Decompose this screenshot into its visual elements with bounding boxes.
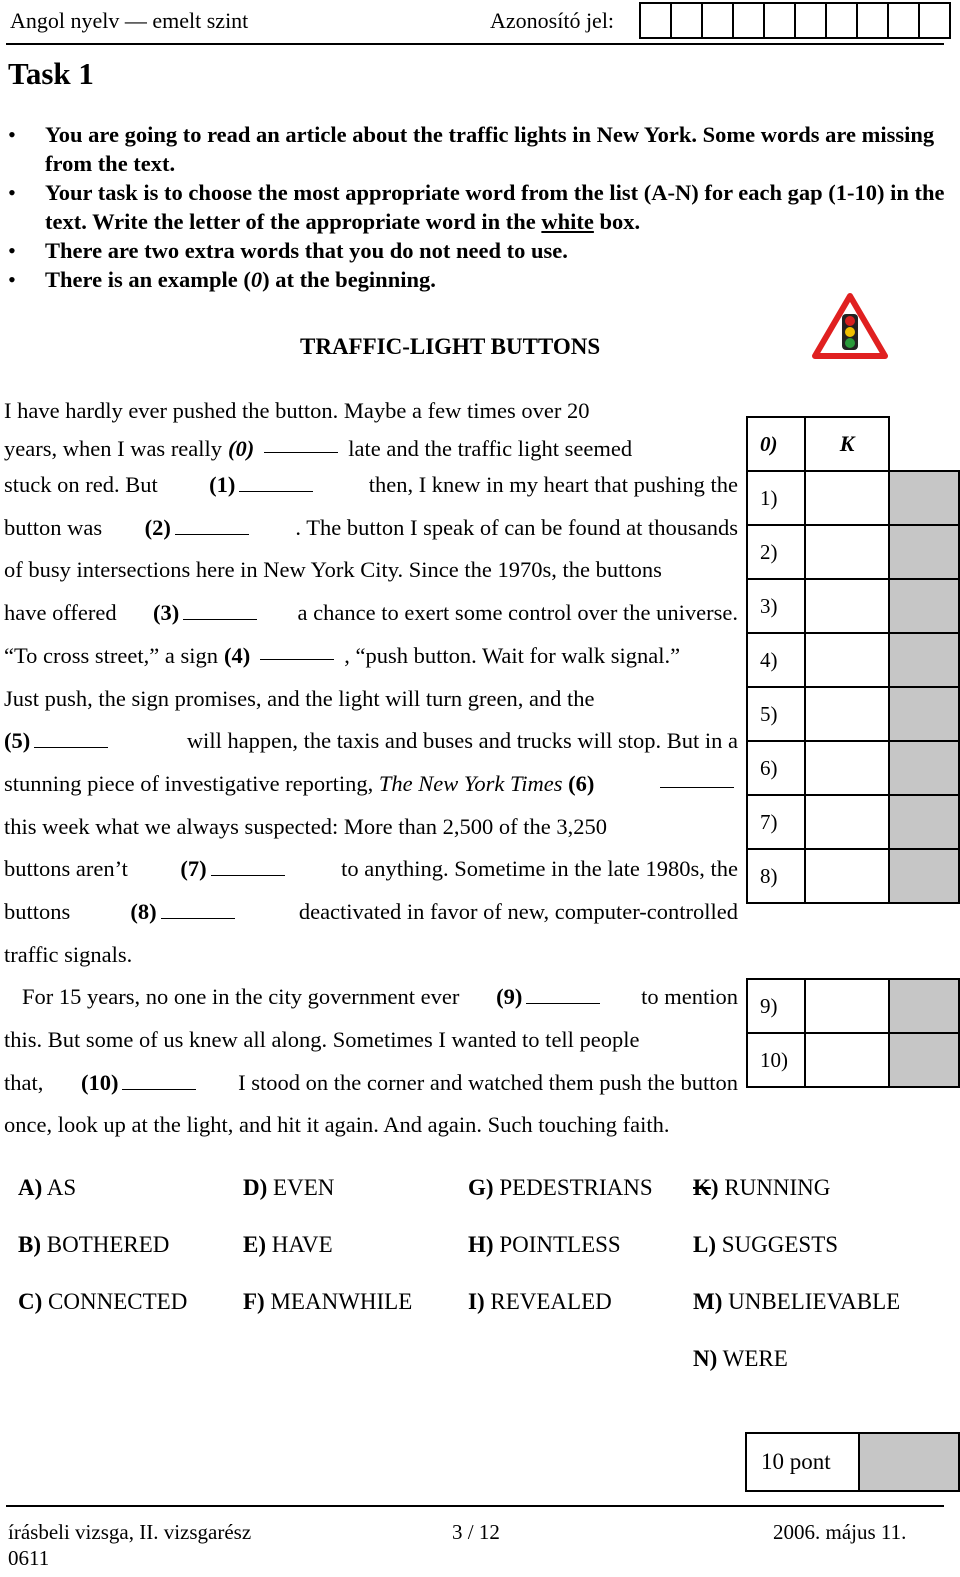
gap-blank xyxy=(264,436,338,453)
answer-row xyxy=(747,741,959,795)
id-box[interactable] xyxy=(701,2,734,39)
instruction-text: box. xyxy=(593,209,641,234)
id-boxes xyxy=(641,2,951,39)
id-box[interactable] xyxy=(825,2,858,39)
answer-label: 2) xyxy=(747,525,805,579)
gap-blank xyxy=(122,1073,196,1090)
header-subject: Angol nyelv — emelt szint xyxy=(10,8,249,33)
text-segment: . The button I speak of can be found at thousands xyxy=(295,515,738,540)
text-line xyxy=(4,472,738,498)
gap-blank xyxy=(161,902,235,919)
option-b: B) BOTHERED xyxy=(18,1232,170,1257)
header-rule xyxy=(6,43,944,45)
header-id-label: Azonosító jel: xyxy=(490,8,615,33)
gap-number: (10) xyxy=(80,1070,119,1095)
score-label: 10 pont xyxy=(746,1433,859,1491)
id-box[interactable] xyxy=(670,2,703,39)
text-segment: , “push button. Wait for walk signal.” xyxy=(344,643,681,668)
option-h: H) POINTLESS xyxy=(468,1232,621,1257)
text-segment: to mention xyxy=(641,984,738,1009)
text-line xyxy=(4,1112,738,1138)
text-segment: then, I knew in my heart that pushing the xyxy=(368,472,738,497)
gap-number: (4) xyxy=(223,643,251,668)
option-g: G) PEDESTRIANS xyxy=(468,1175,653,1200)
instruction-item xyxy=(8,265,948,294)
gap-blank xyxy=(175,518,249,535)
text-line xyxy=(4,899,738,925)
answer-label: 7) xyxy=(747,795,805,849)
instruction-text: There is an example ( xyxy=(45,267,251,292)
id-box[interactable] xyxy=(732,2,765,39)
text-segment: years, when I was really xyxy=(4,436,223,461)
text-segment: this week what we always suspected: More than 2,500 of the 3,250 xyxy=(4,814,607,839)
instruction-text: Your task is to choose the most appropriate word from the list (A-N) for each gap (1-10) in the text. Write the letter of the appropriate word in the xyxy=(45,180,945,234)
answer-row xyxy=(747,579,959,633)
answer-label: 10) xyxy=(747,1033,805,1087)
instruction-item xyxy=(8,236,948,265)
text-line xyxy=(4,814,738,840)
instruction-text: There are two extra words that you do not need to use. xyxy=(45,238,568,263)
gap-number: (3) xyxy=(152,600,180,625)
score-box xyxy=(889,795,959,849)
gap-number: (8) xyxy=(130,899,157,924)
text-italic: The New York Times xyxy=(378,771,563,796)
answer-grid-2 xyxy=(746,978,960,1088)
gap-number: (0) xyxy=(228,436,255,461)
instruction-text: ) at the beginning. xyxy=(262,267,436,292)
score-box xyxy=(889,471,959,525)
text-line xyxy=(4,515,738,541)
text-segment: will happen, the taxis and buses and trucks will stop. But in a xyxy=(186,728,738,753)
answer-row-example xyxy=(747,417,959,471)
task-title: Task 1 xyxy=(8,56,94,91)
text-line xyxy=(4,1070,738,1096)
gap-number: (9) xyxy=(496,984,523,1009)
footer-date: 2006. május 11. xyxy=(773,1520,907,1544)
gap-number: (6) xyxy=(568,771,595,796)
answer-row xyxy=(747,1033,959,1087)
answer-box[interactable] xyxy=(805,525,890,579)
score-box xyxy=(889,741,959,795)
answer-box[interactable] xyxy=(805,795,890,849)
text-segment: late and the traffic light seemed xyxy=(348,436,633,461)
text-line xyxy=(4,557,738,583)
answer-label: 4) xyxy=(747,633,805,687)
instruction-text: You are going to read an article about the traffic lights in New York. Some words are missing from the text. xyxy=(45,122,935,176)
answer-box[interactable] xyxy=(805,979,890,1033)
gap-blank xyxy=(34,731,108,748)
instruction-item xyxy=(8,178,948,236)
text-line xyxy=(4,728,738,754)
answer-box[interactable] xyxy=(805,471,890,525)
id-box[interactable] xyxy=(639,2,672,39)
option-e: E) HAVE xyxy=(243,1232,333,1257)
answer-label: 5) xyxy=(747,687,805,741)
text-segment: a chance to exert some control over the universe. xyxy=(297,600,738,625)
answer-box[interactable] xyxy=(805,633,890,687)
footer-exam: írásbeli vizsga, II. vizsgarész xyxy=(8,1520,252,1544)
score-box xyxy=(889,979,959,1033)
text-segment: Just push, the sign promises, and the light will turn green, and the xyxy=(4,686,595,711)
id-box[interactable] xyxy=(794,2,827,39)
text-line xyxy=(22,984,738,1010)
id-box[interactable] xyxy=(918,2,951,39)
answer-label: 1) xyxy=(747,471,805,525)
answer-row xyxy=(747,979,959,1033)
id-box[interactable] xyxy=(763,2,796,39)
text-segment: have offered xyxy=(4,600,117,625)
gap-blank xyxy=(260,643,334,660)
instructions-list xyxy=(8,120,948,294)
text-segment: once, look up at the light, and hit it again. And again. Such touching faith. xyxy=(4,1112,670,1137)
text-segment: deactivated in favor of new, computer-controlled xyxy=(298,899,738,924)
text-segment: of busy intersections here in New York City. Since the 1970s, the buttons xyxy=(4,557,662,582)
answer-box[interactable] xyxy=(805,741,890,795)
text-line xyxy=(4,398,738,424)
score-box xyxy=(889,849,959,903)
gap-blank xyxy=(211,859,285,876)
gap-number: (5) xyxy=(4,728,31,753)
answer-label: 6) xyxy=(747,741,805,795)
text-segment: button was xyxy=(4,515,103,540)
score-table xyxy=(745,1432,960,1492)
score-box xyxy=(889,633,959,687)
score-box xyxy=(889,579,959,633)
answer-box[interactable] xyxy=(805,687,890,741)
answer-row xyxy=(747,687,959,741)
text-segment: “To cross street,” a sign xyxy=(4,643,218,668)
text-segment: buttons xyxy=(4,899,71,924)
gap-blank xyxy=(183,603,257,620)
text-line xyxy=(4,856,738,882)
option-c: C) CONNECTED xyxy=(18,1289,188,1314)
gap-blank xyxy=(239,475,313,492)
option-f: F) MEANWHILE xyxy=(243,1289,413,1314)
option-k: K) RUNNING xyxy=(693,1175,831,1200)
answer-box[interactable] xyxy=(805,1033,890,1087)
gap-number: (2) xyxy=(144,515,171,540)
text-line xyxy=(4,1027,738,1053)
article-title: TRAFFIC-LIGHT BUTTONS xyxy=(300,334,601,359)
footer-page: 3 / 12 xyxy=(452,1520,500,1544)
text-segment: I have hardly ever pushed the button. Maybe a few times over 20 xyxy=(4,398,590,423)
score-box xyxy=(889,687,959,741)
text-segment: this. But some of us knew all along. Sometimes I wanted to tell people xyxy=(4,1027,640,1052)
option-i: I) REVEALED xyxy=(468,1289,612,1314)
score-total-box xyxy=(859,1433,959,1491)
answer-label: 0) xyxy=(747,417,805,471)
text-line xyxy=(4,686,738,712)
text-segment: For 15 years, no one in the city government ever xyxy=(22,984,460,1009)
option-d: D) EVEN xyxy=(243,1175,335,1200)
gap-number: (7) xyxy=(180,856,207,881)
answer-label: 9) xyxy=(747,979,805,1033)
answer-row xyxy=(747,795,959,849)
score-box xyxy=(889,1033,959,1087)
gap-number: (1) xyxy=(209,472,236,497)
text-segment: traffic signals. xyxy=(4,942,133,967)
answer-row xyxy=(747,525,959,579)
text-line xyxy=(4,600,738,626)
footer-code: 0611 xyxy=(8,1546,50,1570)
text-segment: to anything. Sometime in the late 1980s, the xyxy=(341,856,738,881)
gap-blank xyxy=(660,771,734,788)
answer-label: 8) xyxy=(747,849,805,903)
text-segment: buttons aren’t xyxy=(4,856,128,881)
answer-example-box: K xyxy=(805,417,890,471)
text-line xyxy=(4,942,738,968)
answer-row xyxy=(747,849,959,903)
answer-row xyxy=(747,633,959,687)
option-a: A) AS xyxy=(18,1175,77,1200)
text-line xyxy=(4,643,738,669)
text-segment: that, xyxy=(4,1070,44,1095)
answer-box[interactable] xyxy=(805,849,890,903)
id-box[interactable] xyxy=(887,2,920,39)
footer-rule xyxy=(6,1505,944,1507)
text-segment: stunning piece of investigative reporting, xyxy=(4,771,374,796)
score-box xyxy=(889,525,959,579)
gap-blank xyxy=(526,987,600,1004)
option-m: M) UNBELIEVABLE xyxy=(693,1289,901,1314)
text-segment: I stood on the corner and watched them push the button xyxy=(238,1070,738,1095)
answer-label: 3) xyxy=(747,579,805,633)
option-n: N) WERE xyxy=(693,1346,788,1371)
instruction-example: 0 xyxy=(250,267,263,292)
answer-row xyxy=(747,471,959,525)
instruction-underlined: white xyxy=(541,209,594,234)
text-line xyxy=(4,771,738,797)
traffic-light-warning-sign-icon xyxy=(812,292,888,365)
id-box[interactable] xyxy=(856,2,889,39)
instruction-item xyxy=(8,120,948,178)
answer-box[interactable] xyxy=(805,579,890,633)
text-segment: stuck on red. But xyxy=(4,472,158,497)
answer-grid xyxy=(746,416,960,904)
option-l: L) SUGGESTS xyxy=(693,1232,839,1257)
text-line xyxy=(4,436,738,462)
